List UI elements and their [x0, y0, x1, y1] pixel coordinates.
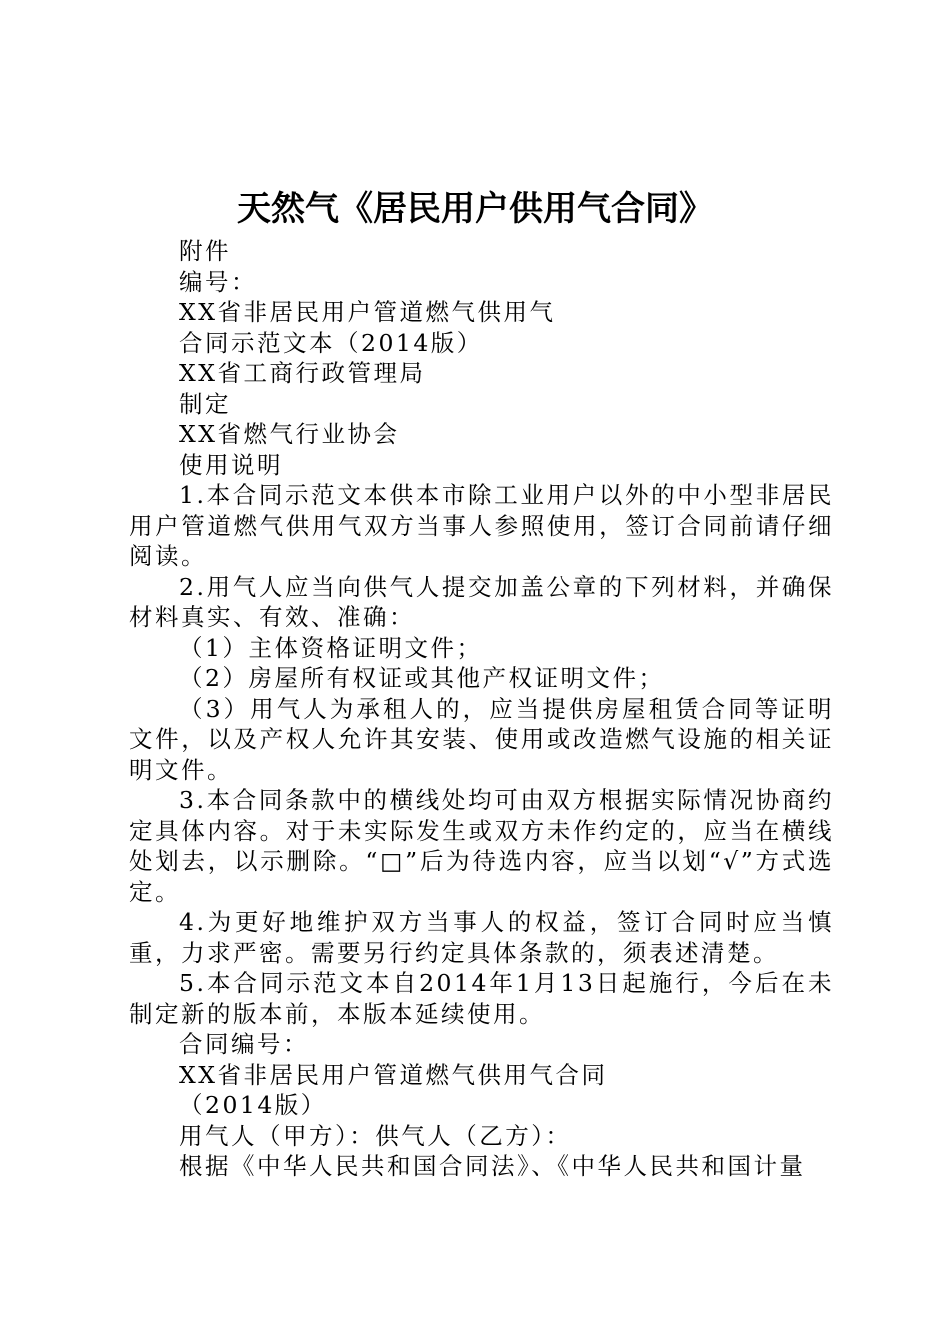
paragraph-instruction-3: 3.本合同条款中的横线处均可由双方根据实际情况协商约定具体内容。对于未实际发生或双方未作约定的，应当在横线处划去，以示删除。“□”后为待选内容，应当以划“√”方式选定。 — [129, 786, 834, 906]
paragraph-instruction-1: 1.本合同示范文本供本市除工业用户以外的中小型非居民用户管道燃气供用气双方当事人参照使用，签订合同前请仔细阅读。 — [129, 481, 834, 570]
paragraph-issuer-1: XX省工商行政管理局 — [179, 359, 426, 387]
paragraph-contract-version: （2014版） — [179, 1091, 327, 1119]
paragraph-material-1: （1）主体资格证明文件； — [179, 633, 483, 662]
paragraph-contract-name-line2: 合同示范文本（2014版） — [179, 328, 483, 357]
paragraph-attachment: 附件 — [179, 237, 231, 265]
paragraph-material-3: （3）用气人为承租人的，应当提供房屋租赁合同等证明文件，以及产权人允许其安装、使用或改造燃气设施的相关证明文件。 — [129, 694, 834, 784]
paragraph-parties: 用气人（甲方）：供气人（乙方）： — [179, 1121, 572, 1150]
paragraph-contract-title: XX省非居民用户管道燃气供用气合同 — [179, 1060, 608, 1089]
paragraph-contract-name-line1: XX省非居民用户管道燃气供用气 — [179, 298, 556, 326]
paragraph-legal-basis: 根据《中华人民共和国合同法》、《中华人民共和国计量 — [179, 1152, 806, 1180]
paragraph-material-2: （2）房屋所有权证或其他产权证明文件； — [179, 664, 665, 692]
paragraph-contract-number: 合同编号： — [179, 1030, 309, 1058]
paragraph-made-by: 制定 — [179, 389, 231, 418]
document-body — [129, 236, 834, 1182]
paragraph-instruction-4: 4.为更好地维护双方当事人的权益，签订合同时应当慎重，力求严密。需要另行约定具体条款的，须表述清楚。 — [129, 908, 834, 967]
paragraph-instructions-heading: 使用说明 — [179, 450, 283, 479]
document-title: 天然气《居民用户供用气合同》 — [237, 189, 713, 229]
paragraph-instruction-5: 5.本合同示范文本自2014年1月13日起施行，今后在未制定新的版本前，本版本延续使用。 — [129, 969, 834, 1028]
paragraph-issuer-2: XX省燃气行业协会 — [179, 420, 400, 448]
paragraph-instruction-2: 2.用气人应当向供气人提交加盖公章的下列材料，并确保材料真实、有效、准确： — [129, 572, 834, 631]
paragraph-number-label: 编号： — [179, 267, 257, 296]
